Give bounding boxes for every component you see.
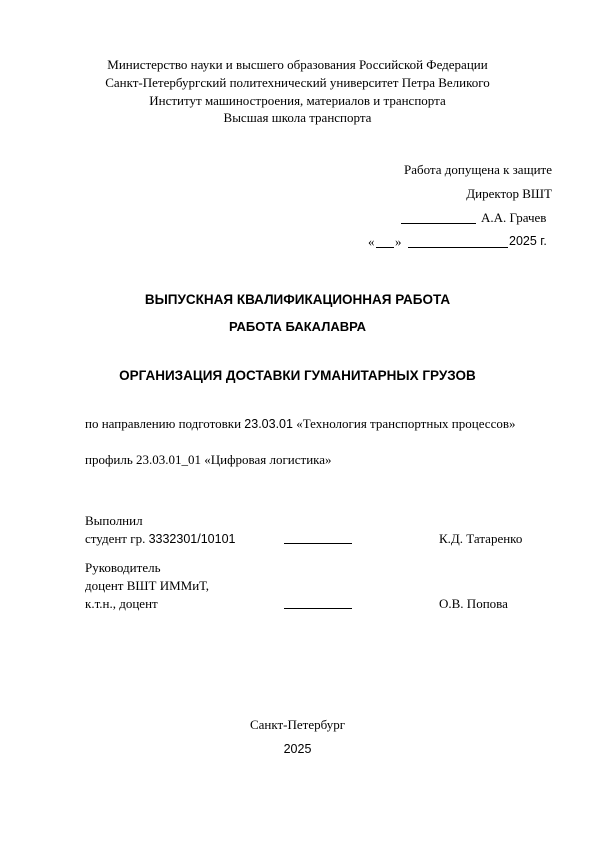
work-type-title: ВЫПУСКНАЯ КВАЛИФИКАЦИОННАЯ РАБОТА (144, 292, 451, 307)
supervisor-degree: к.т.н., доцент (85, 596, 158, 611)
degree-title: РАБОТА БАКАЛАВРА (228, 319, 367, 334)
date-open-quote: « (368, 234, 375, 249)
footer-city: Санкт-Петербург (249, 717, 346, 732)
school-line: Высшая школа транспорта (223, 110, 372, 125)
approval-year: 2025 г. (509, 234, 547, 248)
ministry-line: Министерство науки и высшего образования Российской Федерации (107, 57, 488, 72)
group-prefix: студент гр. (85, 531, 149, 546)
direction-line (85, 416, 516, 432)
approval-position: Директор ВШТ (466, 186, 552, 201)
date-close-quote: » (395, 234, 402, 249)
topic-title: ОРГАНИЗАЦИЯ ДОСТАВКИ ГУМАНИТАРНЫХ ГРУЗОВ (119, 368, 476, 383)
author-label: Выполнил (85, 513, 143, 528)
signature-line (401, 223, 476, 224)
direction-code: 23.03.01 (244, 417, 293, 431)
author-signature-line (284, 543, 352, 544)
supervisor-label: Руководитель (85, 560, 161, 575)
approval-admitted: Работа допущена к защите (403, 162, 552, 177)
footer-year: 2025 (283, 742, 312, 756)
university-line: Санкт-Петербургский политехнический университет Петра Великого (105, 75, 490, 90)
month-blank-line (408, 247, 508, 248)
author-name: К.Д. Татаренко (439, 531, 523, 546)
group-number: 3332301/10101 (148, 532, 236, 546)
supervisor-name: О.В. Попова (439, 596, 508, 611)
author-group-line (85, 531, 235, 547)
direction-name: «Технология транспортных процессов» (292, 416, 516, 431)
approval-name: А.А. Грачев (481, 210, 547, 225)
institute-line: Институт машиностроения, материалов и транспорта (149, 93, 446, 108)
day-blank-line (376, 247, 394, 248)
supervisor-signature-line (284, 608, 352, 609)
profile-line: профиль 23.03.01_01 «Цифровая логистика» (85, 452, 332, 467)
supervisor-position: доцент ВШТ ИММиТ, (85, 578, 210, 593)
direction-prefix: по направлению подготовки (85, 416, 245, 431)
